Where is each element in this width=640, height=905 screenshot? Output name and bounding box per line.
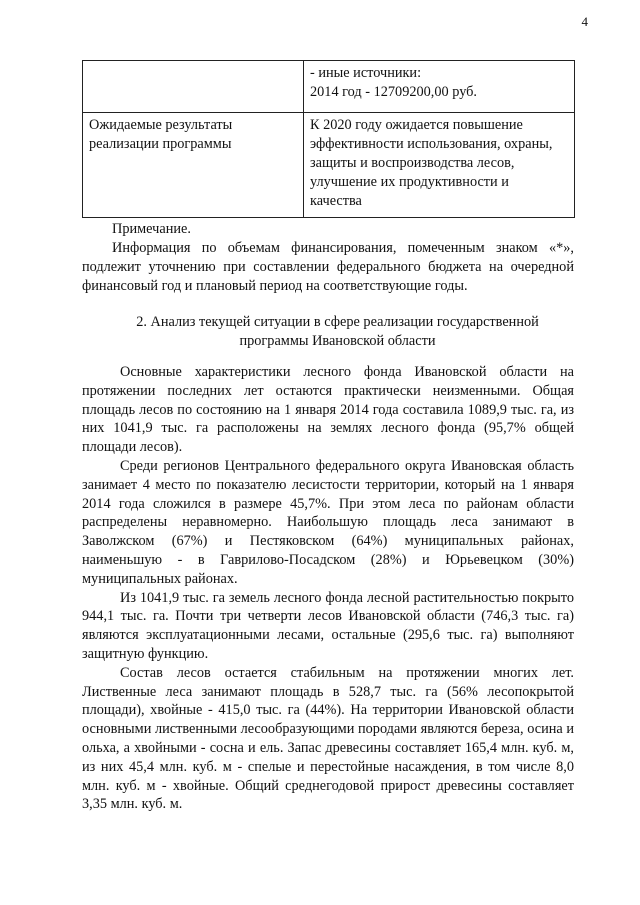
note-block <box>82 220 574 296</box>
table-cell-line: защиты и воспроизводства лесов, <box>310 155 515 171</box>
table-cell-line: улучшение их продуктивности и <box>310 174 509 190</box>
page-number: 4 <box>581 14 588 29</box>
paragraph: Из 1041,9 тыс. га земель лесного фонда лесной растительностью покрыто 944,1 тыс. га. Почти три четверти лесов Ивановской области (746,3 тыс. га) являются эксплуатационными лесами, остальные (295,6 тыс. га) выполняют защитную функцию. <box>82 589 574 662</box>
table-cell-value <box>304 113 575 218</box>
table-cell-line: эффективности использования, охраны, <box>310 136 553 152</box>
section-title-line: 2. Анализ текущей ситуации в сфере реализации государственной <box>136 314 539 330</box>
table-cell-line: Ожидаемые результаты <box>89 117 233 133</box>
program-passport-table <box>82 60 575 218</box>
table-cell-line: - иные источники: <box>310 65 422 81</box>
table-row <box>83 113 575 218</box>
paragraph: Основные характеристики лесного фонда Ивановской области на протяжении последних лет остаются практически неизменными. Общая площадь лесов по состоянию на 1 января 2014 года составила 1089,9 тыс. га, из них 1041,9 тыс. га расположены на землях лесного фонда (95,7% общей площади лесов). <box>82 364 574 456</box>
table-cell-line: К 2020 году ожидается повышение <box>310 117 523 133</box>
table-cell-line: реализации программы <box>89 136 232 152</box>
section-title-line: программы Ивановской области <box>239 333 436 349</box>
section-title <box>110 313 565 351</box>
paragraph: Среди регионов Центрального федерального округа Ивановская область занимает 4 место по показателю лесистости территории, который на 1 января 2014 года сложился в размере 45,7%. При этом леса по районам области распределены неравномерно. Наибольшую площадь леса занимают в Заволжском (67%) и Пестяковском (64%) муниципальных районах, наименьшую - в Гаврилово-Посадском (28%) и Юрьевецком (30%) муниципальных районах. <box>82 457 574 587</box>
table-cell-line: качества <box>310 193 362 209</box>
table-cell-label <box>83 61 304 113</box>
note-text: Информация по объемам финансирования, помеченным знаком «*», подлежит уточнению при составлении федерального бюджета на очередной финансовый год и плановый период на соответствующие годы. <box>82 240 574 294</box>
body-text <box>82 363 574 814</box>
table-cell-value <box>304 61 575 113</box>
table-row <box>83 61 575 113</box>
table-cell-label <box>83 113 304 218</box>
table-cell-line: 2014 год - 12709200,00 руб. <box>310 84 477 100</box>
note-heading: Примечание. <box>112 221 191 237</box>
paragraph: Состав лесов остается стабильным на протяжении многих лет. Лиственные леса занимают площадь в 528,7 тыс. га (56% лесопокрытой площади), хвойные - 415,0 тыс. га (44%). На территории Ивановской области основными лиственными лесообразующими породами являются береза, осина и ольха, а хвойными - сосна и ель. Запас древесины составляет 165,4 млн. куб. м, из них 45,4 млн. куб. м - спелые и перестойные насаждения, в том числе 8,0 млн. куб. м - хвойные. Общий среднегодовой прирост древесины составляет 3,35 млн. куб. м. <box>82 664 574 813</box>
